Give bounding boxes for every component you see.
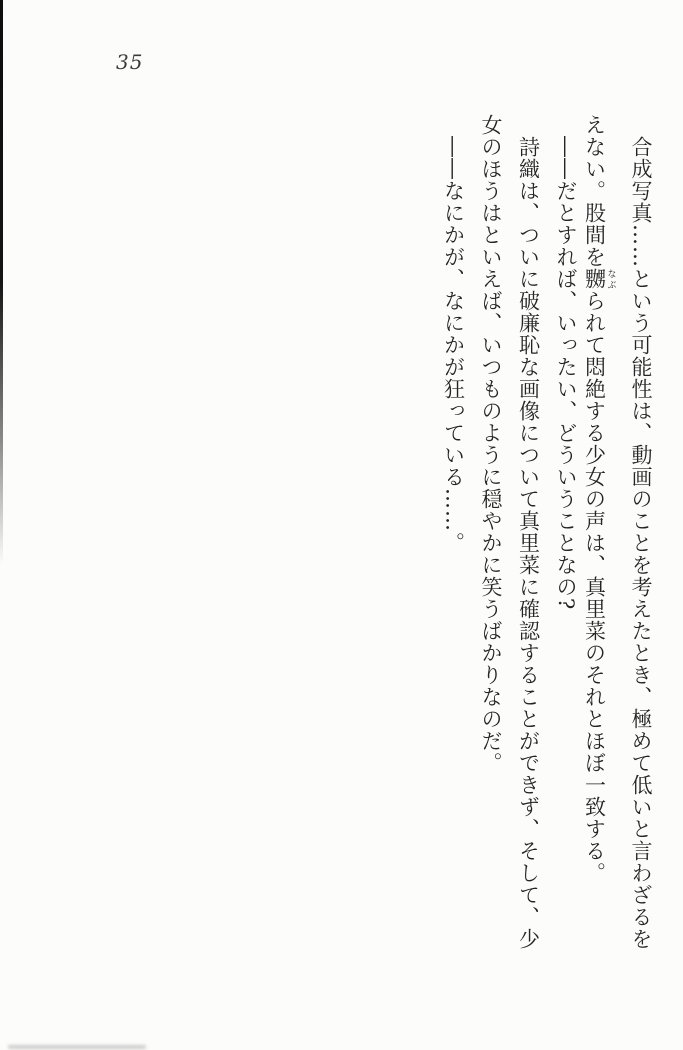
furigana: なぶ xyxy=(605,268,616,290)
text-column: ――だとすれば、いったい、どういうことなの? xyxy=(554,136,578,611)
scan-smudge xyxy=(8,1045,146,1049)
scan-gutter-shadow xyxy=(0,0,3,565)
ruby-annotated-kanji: 嬲 なぶ xyxy=(582,268,616,290)
text-column: 詩織は、ついに破廉恥な画像について真里菜に確認することができず、そして、少 xyxy=(516,136,541,950)
text-column: えない。股間を嬲 なぶられて悶絶する少女の声は、真里菜のそれとほぼ一致する。 xyxy=(582,114,616,884)
text-column: 女のほうはといえば、いつものように穏やかに笑うばかりなのだ。 xyxy=(479,114,503,774)
text-column: ――なにかが、なにかが狂っている……。 xyxy=(441,136,466,554)
text-column: 合成写真……という可能性は、動画のことを考えたとき、極めて低いと言わざるを xyxy=(629,136,653,950)
page-number: 35 xyxy=(116,50,144,74)
